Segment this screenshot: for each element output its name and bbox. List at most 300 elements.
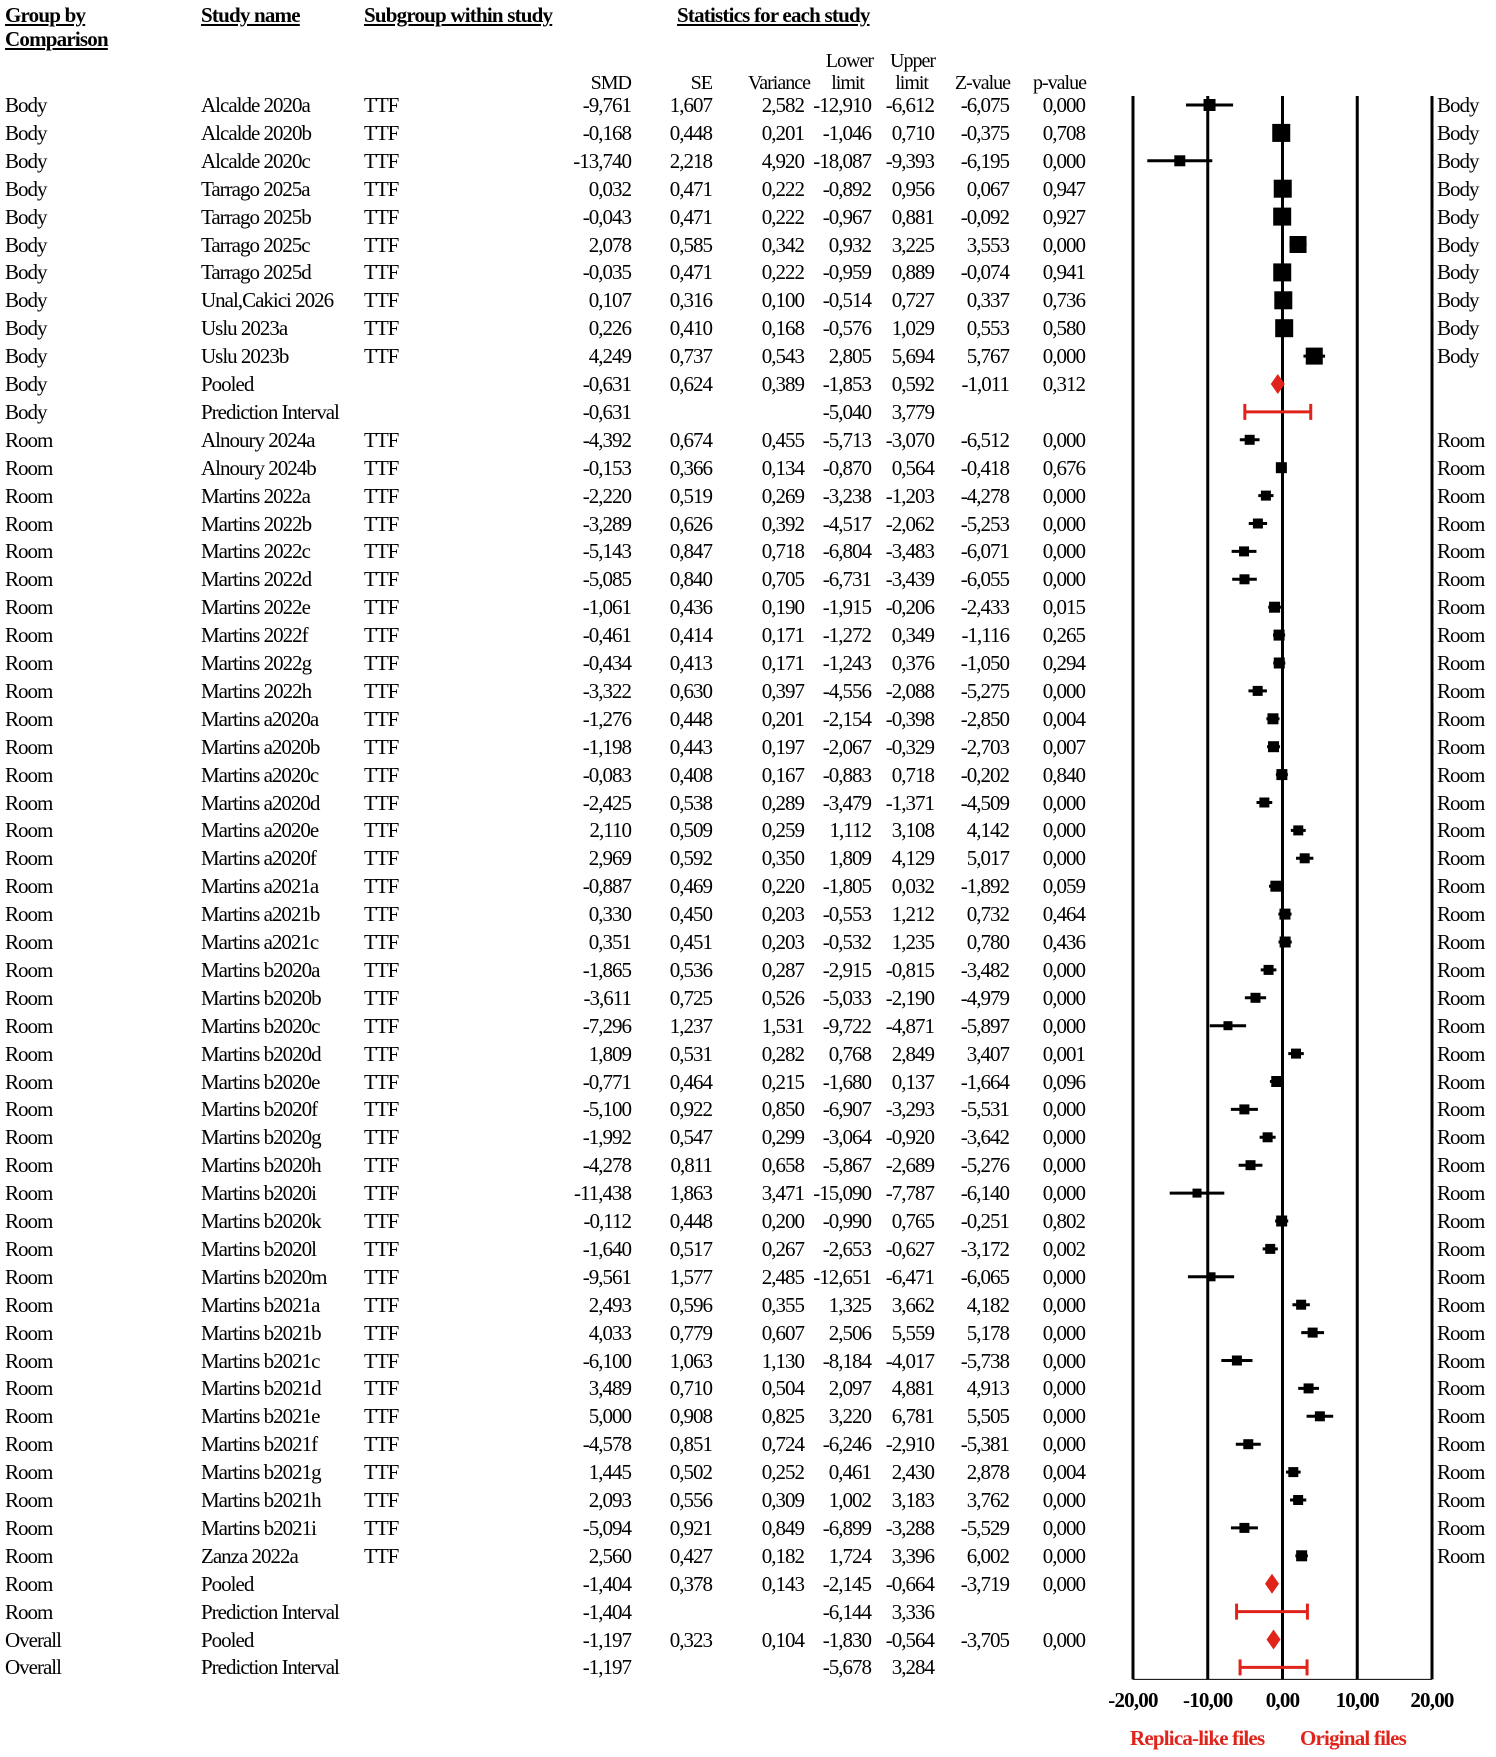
cell-group: Room <box>5 595 53 620</box>
cell-study: Martins b2021h <box>201 1488 321 1512</box>
cell-var: 0,167 <box>761 762 804 787</box>
cell-lo: -18,087 <box>813 148 871 173</box>
x-tick-label: 20,00 <box>1410 1688 1454 1712</box>
cell-lo: -3,064 <box>822 1125 871 1150</box>
cell-se: 1,607 <box>669 93 712 117</box>
cell-study: Martins a2021b <box>201 902 320 927</box>
cell-var: 0,342 <box>761 232 804 257</box>
study-marker <box>1253 519 1263 529</box>
cell-smd: -4,278 <box>582 1153 631 1178</box>
cell-group: Overall <box>5 1655 61 1680</box>
cell-smd: 3,489 <box>588 1376 631 1401</box>
cell-lo: 0,932 <box>828 232 871 257</box>
cell-smd: -5,100 <box>582 1097 631 1122</box>
cell-smd: -1,992 <box>582 1125 631 1150</box>
cell-var: 0,171 <box>761 651 804 675</box>
cell-study: Martins b2020d <box>201 1041 321 1066</box>
cell-lo: -2,653 <box>822 1236 871 1261</box>
cell-smd: -2,425 <box>582 790 631 815</box>
cell-z: -6,075 <box>960 93 1009 117</box>
study-marker <box>1246 1160 1256 1170</box>
cell-sub: TTF <box>364 595 399 620</box>
cell-study: Martins 2022b <box>201 511 312 536</box>
cell-study: Prediction Interval <box>201 1599 339 1624</box>
cell-study: Martins b2021d <box>201 1376 321 1401</box>
cell-z: -2,850 <box>960 706 1009 731</box>
cell-lo: -0,576 <box>822 316 871 341</box>
cell-smd: -0,043 <box>582 204 631 229</box>
cell-hi: -2,190 <box>885 985 934 1010</box>
cell-smd: -0,434 <box>582 651 631 675</box>
cell-p: 0,000 <box>1042 1571 1085 1596</box>
cell-se: 0,710 <box>669 1376 712 1401</box>
cell-var: 0,222 <box>761 176 804 201</box>
cell-smd: -0,153 <box>582 455 631 480</box>
cell-z: -6,195 <box>960 148 1009 173</box>
cell-lo: 1,724 <box>828 1543 871 1568</box>
cell-label: Room <box>1437 1376 1485 1401</box>
cell-p: 0,736 <box>1042 288 1085 313</box>
study-marker <box>1270 881 1281 892</box>
cell-var: 0,252 <box>761 1460 804 1485</box>
cell-smd: -1,640 <box>582 1236 631 1261</box>
cell-lo: 0,768 <box>828 1041 871 1066</box>
cell-study: Tarrago 2025b <box>201 204 311 229</box>
cell-p: 0,000 <box>1042 1432 1085 1457</box>
cell-se: 0,436 <box>669 595 712 620</box>
cell-group: Room <box>5 1432 53 1457</box>
cell-lo: 3,220 <box>828 1404 871 1429</box>
cell-se: 0,779 <box>669 1320 712 1345</box>
cell-p: 0,000 <box>1042 1125 1085 1150</box>
cell-p: 0,015 <box>1042 595 1085 620</box>
cell-z: -3,719 <box>960 1571 1009 1596</box>
cell-sub: TTF <box>364 260 399 285</box>
cell-smd: -5,143 <box>582 539 631 564</box>
study-marker <box>1174 155 1185 166</box>
cell-label: Room <box>1437 706 1485 731</box>
study-marker <box>1239 1104 1249 1114</box>
cell-study: Martins a2020a <box>201 706 319 731</box>
cell-var: 4,920 <box>761 148 804 173</box>
cell-var: 0,705 <box>761 567 804 592</box>
cell-p: 0,000 <box>1042 678 1085 703</box>
study-marker <box>1276 462 1287 473</box>
cell-smd: -1,865 <box>582 957 631 982</box>
cell-p: 0,000 <box>1042 1404 1085 1429</box>
cell-study: Martins 2022a <box>201 483 310 508</box>
cell-se: 0,469 <box>669 874 712 899</box>
cell-se: 0,921 <box>669 1515 712 1540</box>
cell-study: Martins a2021a <box>201 874 319 899</box>
cell-z: 4,142 <box>966 818 1009 843</box>
cell-z: 3,407 <box>966 1041 1009 1066</box>
cell-var: 0,287 <box>761 957 804 982</box>
cell-z: -0,418 <box>960 455 1009 480</box>
cell-var: 0,222 <box>761 260 804 285</box>
cell-label: Room <box>1437 1515 1485 1540</box>
cell-lo: 2,805 <box>828 344 871 369</box>
cell-z: -6,071 <box>960 539 1009 564</box>
x-tick-label: 0,00 <box>1265 1688 1300 1712</box>
cell-lo: -2,154 <box>822 706 871 731</box>
cell-sub: TTF <box>364 93 399 117</box>
cell-lo: -6,899 <box>822 1515 871 1540</box>
col-lower: Lower <box>825 50 873 72</box>
cell-var: 0,267 <box>761 1236 804 1261</box>
cell-sub: TTF <box>364 539 399 564</box>
cell-lo: -0,990 <box>822 1209 871 1233</box>
cell-lo: -15,090 <box>813 1181 871 1206</box>
cell-lo: -5,713 <box>822 427 871 452</box>
cell-var: 0,171 <box>761 623 804 648</box>
cell-var: 0,455 <box>761 427 804 452</box>
cell-se: 0,448 <box>669 706 712 731</box>
cell-lo: -1,830 <box>822 1627 871 1652</box>
cell-smd: -9,561 <box>582 1264 631 1289</box>
study-marker <box>1273 263 1291 281</box>
cell-var: 3,471 <box>761 1181 804 1206</box>
cell-p: 0,000 <box>1042 790 1085 815</box>
cell-group: Room <box>5 427 53 452</box>
cell-hi: -3,483 <box>885 539 934 564</box>
cell-label: Room <box>1437 1013 1485 1038</box>
cell-var: 2,485 <box>761 1264 804 1289</box>
cell-label: Room <box>1437 455 1485 480</box>
cell-sub: TTF <box>364 1515 399 1540</box>
study-marker <box>1268 741 1279 752</box>
cell-smd: 2,078 <box>588 232 631 257</box>
cell-z: 5,767 <box>966 344 1009 369</box>
cell-p: 0,002 <box>1042 1236 1085 1261</box>
cell-lo: -6,804 <box>822 539 871 564</box>
cell-p: 0,000 <box>1042 1543 1085 1568</box>
cell-hi: 3,779 <box>891 399 934 424</box>
cell-var: 0,350 <box>761 846 804 871</box>
cell-lo: -0,959 <box>822 260 871 285</box>
cell-group: Room <box>5 1264 53 1289</box>
cell-z: -3,172 <box>960 1236 1009 1261</box>
cell-p: 0,000 <box>1042 1376 1085 1401</box>
cell-study: Martins b2021e <box>201 1404 320 1429</box>
cell-z: 0,732 <box>966 902 1009 927</box>
cell-sub: TTF <box>364 148 399 173</box>
cell-group: Room <box>5 1599 53 1624</box>
cell-group: Room <box>5 1460 53 1485</box>
x-tick-label: -10,00 <box>1183 1688 1233 1712</box>
cell-hi: -0,564 <box>885 1627 934 1652</box>
cell-smd: -1,404 <box>582 1599 631 1624</box>
study-marker <box>1261 491 1271 501</box>
cell-hi: 5,694 <box>891 344 934 369</box>
cell-lo: -1,046 <box>822 120 871 145</box>
cell-z: 0,067 <box>966 176 1009 201</box>
cell-se: 0,414 <box>669 623 712 648</box>
cell-smd: -0,631 <box>582 372 631 396</box>
cell-hi: -0,398 <box>885 706 934 731</box>
cell-sub: TTF <box>364 176 399 201</box>
cell-study: Martins b2020h <box>201 1153 321 1178</box>
cell-lo: -1,272 <box>822 623 871 648</box>
cell-group: Room <box>5 1236 53 1261</box>
cell-group: Room <box>5 1488 53 1512</box>
cell-p: 0,436 <box>1042 930 1085 954</box>
cell-se: 0,410 <box>669 316 712 341</box>
cell-var: 2,582 <box>761 93 804 117</box>
cell-smd: -5,085 <box>582 567 631 592</box>
cell-lo: -6,144 <box>822 1599 871 1624</box>
cell-p: 0,000 <box>1042 1348 1085 1373</box>
cell-study: Tarrago 2025a <box>201 176 310 201</box>
cell-sub: TTF <box>364 902 399 927</box>
cell-label: Room <box>1437 483 1485 508</box>
cell-study: Martins 2022d <box>201 567 312 592</box>
cell-hi: 0,376 <box>891 651 934 675</box>
cell-hi: -6,612 <box>885 93 934 117</box>
cell-group: Room <box>5 539 53 564</box>
cell-label: Room <box>1437 1264 1485 1289</box>
study-marker <box>1207 1272 1216 1281</box>
cell-group: Body <box>5 288 47 313</box>
cell-label: Room <box>1437 1404 1485 1429</box>
cell-se: 1,237 <box>669 1013 712 1038</box>
cell-group: Room <box>5 1571 53 1596</box>
cell-se: 0,547 <box>669 1125 712 1150</box>
cell-z: -5,529 <box>960 1515 1009 1540</box>
cell-sub: TTF <box>364 651 399 675</box>
cell-z: -3,642 <box>960 1125 1009 1150</box>
cell-var: 0,282 <box>761 1041 804 1066</box>
cell-var: 0,309 <box>761 1488 804 1512</box>
cell-var: 0,197 <box>761 734 804 759</box>
study-marker <box>1315 1411 1325 1421</box>
study-marker <box>1280 937 1291 948</box>
cell-var: 0,299 <box>761 1125 804 1150</box>
cell-var: 0,849 <box>761 1515 804 1540</box>
cell-label: Room <box>1437 1488 1485 1512</box>
cell-study: Martins 2022c <box>201 539 310 564</box>
cell-lo: -1,243 <box>822 651 871 675</box>
cell-hi: 3,396 <box>891 1543 934 1568</box>
cell-lo: -2,067 <box>822 734 871 759</box>
cell-z: -4,979 <box>960 985 1009 1010</box>
cell-se: 0,517 <box>669 1236 712 1261</box>
header-group: Group by <box>5 3 86 27</box>
cell-study: Martins b2021b <box>201 1320 321 1345</box>
cell-sub: TTF <box>364 1404 399 1429</box>
cell-label: Body <box>1437 344 1479 369</box>
cell-lo: -1,915 <box>822 595 871 620</box>
cell-study: Martins a2020c <box>201 762 319 787</box>
cell-hi: -3,439 <box>885 567 934 592</box>
cell-se: 0,366 <box>669 455 712 480</box>
cell-sub: TTF <box>364 930 399 954</box>
cell-group: Room <box>5 1348 53 1373</box>
cell-hi: -3,070 <box>885 427 934 452</box>
cell-study: Martins b2020i <box>201 1181 316 1206</box>
cell-p: 0,000 <box>1042 539 1085 564</box>
cell-var: 0,543 <box>761 344 804 369</box>
cell-z: -1,050 <box>960 651 1009 675</box>
cell-var: 0,201 <box>761 120 804 145</box>
study-marker <box>1290 236 1307 253</box>
cell-label: Room <box>1437 1348 1485 1373</box>
cell-group: Room <box>5 818 53 843</box>
cell-label: Room <box>1437 1097 1485 1122</box>
cell-lo: 2,097 <box>828 1376 871 1401</box>
cell-study: Martins a2020d <box>201 790 320 815</box>
cell-sub: TTF <box>364 344 399 369</box>
cell-p: 0,000 <box>1042 957 1085 982</box>
cell-study: Martins b2020g <box>201 1125 321 1150</box>
cell-smd: -4,392 <box>582 427 631 452</box>
cell-p: 0,580 <box>1042 316 1085 341</box>
cell-study: Martins b2020f <box>201 1097 318 1122</box>
cell-study: Zanza 2022a <box>201 1543 298 1568</box>
cell-study: Martins b2020l <box>201 1236 316 1261</box>
cell-group: Body <box>5 344 47 369</box>
cell-study: Uslu 2023a <box>201 316 288 341</box>
cell-lo: -6,907 <box>822 1097 871 1122</box>
cell-group: Room <box>5 1041 53 1066</box>
cell-label: Room <box>1437 1181 1485 1206</box>
cell-hi: 4,881 <box>891 1376 934 1401</box>
cell-hi: 0,727 <box>891 288 934 313</box>
cell-p: 0,000 <box>1042 567 1085 592</box>
cell-smd: -11,438 <box>574 1181 631 1206</box>
cell-study: Martins a2021c <box>201 930 319 954</box>
cell-sub: TTF <box>364 790 399 815</box>
cell-hi: 6,781 <box>891 1404 934 1429</box>
cell-lo: 1,112 <box>829 818 871 843</box>
col-se: SE <box>690 72 712 94</box>
cell-sub: TTF <box>364 1264 399 1289</box>
cell-lo: -5,867 <box>822 1153 871 1178</box>
cell-label: Room <box>1437 790 1485 815</box>
legend-left: Replica-like files <box>1130 1726 1265 1750</box>
cell-study: Martins b2020m <box>201 1264 327 1289</box>
cell-label: Room <box>1437 985 1485 1010</box>
cell-smd: 1,809 <box>588 1041 631 1066</box>
cell-var: 0,203 <box>761 902 804 927</box>
cell-sub: TTF <box>364 288 399 313</box>
study-marker <box>1273 208 1291 226</box>
study-marker <box>1239 546 1249 556</box>
cell-study: Martins b2021a <box>201 1292 320 1317</box>
cell-lo: -0,514 <box>822 288 871 313</box>
cell-sub: TTF <box>364 678 399 703</box>
cell-group: Room <box>5 651 53 675</box>
cell-study: Martins 2022e <box>201 595 310 620</box>
cell-study: Unal,Cakici 2026 <box>201 288 334 313</box>
cell-hi: 4,129 <box>891 846 934 871</box>
cell-sub: TTF <box>364 623 399 648</box>
cell-group: Room <box>5 455 53 480</box>
cell-lo: -0,883 <box>822 762 871 787</box>
cell-smd: 5,000 <box>588 1404 631 1429</box>
cell-z: -3,705 <box>960 1627 1009 1652</box>
cell-study: Martins b2021c <box>201 1348 320 1373</box>
cell-group: Room <box>5 1013 53 1038</box>
study-marker <box>1232 1356 1242 1366</box>
cell-hi: 2,849 <box>891 1041 934 1066</box>
cell-sub: TTF <box>364 1125 399 1150</box>
cell-sub: TTF <box>364 1488 399 1512</box>
cell-smd: -1,276 <box>582 706 631 731</box>
cell-study: Martins 2022f <box>201 623 308 648</box>
cell-lo: -4,517 <box>822 511 871 536</box>
cell-sub: TTF <box>364 1320 399 1345</box>
cell-study: Martins 2022h <box>201 678 312 703</box>
cell-var: 0,607 <box>761 1320 804 1345</box>
cell-group: Room <box>5 1181 53 1206</box>
cell-group: Room <box>5 790 53 815</box>
cell-group: Room <box>5 623 53 648</box>
cell-label: Room <box>1437 1236 1485 1261</box>
cell-sub: TTF <box>364 511 399 536</box>
cell-z: -1,011 <box>961 372 1009 396</box>
cell-hi: 3,336 <box>891 1599 934 1624</box>
cell-smd: -1,197 <box>582 1655 631 1680</box>
cell-p: 0,000 <box>1042 846 1085 871</box>
cell-sub: TTF <box>364 1292 399 1317</box>
cell-lo: -6,246 <box>822 1432 871 1457</box>
header-study-name: Study name <box>201 3 300 27</box>
cell-p: 0,007 <box>1042 734 1085 759</box>
cell-smd: 4,249 <box>588 344 631 369</box>
cell-study: Martins 2022g <box>201 651 312 675</box>
cell-z: -0,375 <box>960 120 1009 145</box>
cell-group: Room <box>5 762 53 787</box>
cell-study: Pooled <box>201 1571 254 1596</box>
cell-sub: TTF <box>364 706 399 731</box>
cell-z: 3,762 <box>966 1488 1009 1512</box>
cell-study: Martins b2021i <box>201 1515 316 1540</box>
cell-se: 0,840 <box>669 567 712 592</box>
cell-p: 0,840 <box>1042 762 1085 787</box>
legend-right: Original files <box>1300 1726 1407 1750</box>
cell-study: Martins a2020e <box>201 818 319 843</box>
cell-se: 2,218 <box>669 148 712 173</box>
cell-group: Room <box>5 930 53 954</box>
cell-label: Room <box>1437 902 1485 927</box>
cell-smd: -0,631 <box>582 399 631 424</box>
cell-study: Alcalde 2020a <box>201 93 310 117</box>
cell-lo: -1,680 <box>822 1069 871 1094</box>
cell-z: -4,509 <box>960 790 1009 815</box>
cell-smd: -0,083 <box>582 762 631 787</box>
cell-se: 0,851 <box>669 1432 712 1457</box>
cell-smd: 1,445 <box>588 1460 631 1485</box>
header-subgroup: Subgroup within study <box>364 3 553 27</box>
cell-sub: TTF <box>364 818 399 843</box>
cell-sub: TTF <box>364 1209 399 1233</box>
cell-hi: -4,871 <box>885 1013 934 1038</box>
cell-se: 0,536 <box>669 957 712 982</box>
cell-lo: -1,805 <box>822 874 871 899</box>
cell-se: 0,847 <box>669 539 712 564</box>
cell-group: Room <box>5 1515 53 1540</box>
cell-study: Pooled <box>201 372 254 396</box>
cell-group: Body <box>5 399 47 424</box>
cell-z: -5,253 <box>960 511 1009 536</box>
cell-study: Martins b2021f <box>201 1432 318 1457</box>
study-marker <box>1274 180 1292 198</box>
cell-label: Room <box>1437 957 1485 982</box>
study-marker <box>1259 798 1269 808</box>
study-marker <box>1204 99 1216 111</box>
study-marker <box>1264 965 1274 975</box>
